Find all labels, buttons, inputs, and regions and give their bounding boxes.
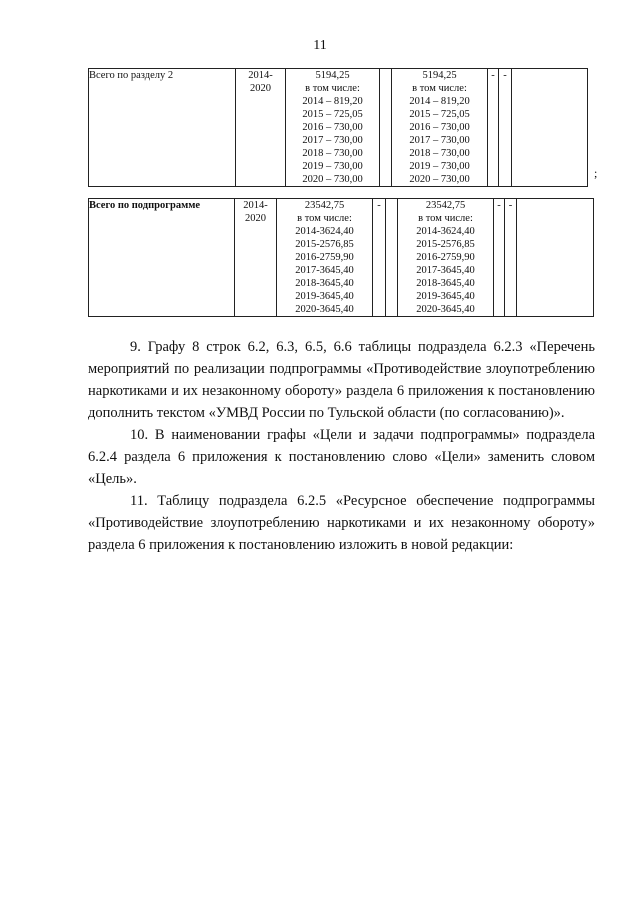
amount-line: 2020-3645,40 [416, 304, 475, 315]
row-label: Всего по разделу 2 [89, 69, 236, 187]
amount-line: 23542,75 [425, 200, 466, 211]
amount-line: 2016 – 730,00 [409, 122, 470, 133]
empty-cell [512, 69, 588, 187]
dash-cell: - [494, 199, 505, 317]
paragraph-9: 9. Графу 8 строк 6.2, 6.3, 6.5, 6.6 таблицы подраздела 6.2.3 «Перечень мероприятий по реализации подпрограммы «Противодействие злоупотреблению наркотиками и их незаконному обороту» раздела 6 приложения к постановлению дополнить текстом «УМВД России по Тульской области (по согласованию)». [88, 339, 595, 421]
amount-line: 2019 – 730,00 [302, 161, 363, 172]
amount-line: 2015-2576,85 [416, 239, 475, 250]
amount-line: 2017 – 730,00 [302, 135, 363, 146]
amount-line: 5194,25 [422, 70, 457, 81]
amount-line: в том числе: [305, 83, 360, 94]
amount-line: 2017-3645,40 [416, 265, 475, 276]
years-end: 2020 [245, 213, 266, 224]
total-amount-cell [277, 199, 373, 317]
empty-cell [517, 199, 594, 317]
regional-amount-cell [398, 199, 494, 317]
empty-cell [386, 199, 398, 317]
amount-line: 2016-2759,90 [416, 252, 475, 263]
amount-line: 2016-2759,90 [295, 252, 354, 263]
total-amount-cell [286, 69, 380, 187]
amount-line: 2014 – 819,20 [409, 96, 470, 107]
years-cell [235, 199, 277, 317]
amount-line: в том числе: [418, 213, 473, 224]
amount-line: 2018-3645,40 [416, 278, 475, 289]
amount-line: 2018 – 730,00 [409, 148, 470, 159]
table-trailing-semicolon: ; [594, 166, 598, 180]
dash-cell: - [505, 199, 517, 317]
empty-cell [380, 69, 392, 187]
amendment-text [88, 336, 595, 556]
paragraph-11: 11. Таблицу подраздела 6.2.5 «Ресурсное обеспечение подпрограммы «Противодействие злоупотреблению наркотиками и их незаконному обороту» раздела 6 приложения к постановлению изложить в новой редакции: [88, 493, 595, 553]
amount-line: 5194,25 [315, 70, 350, 81]
amount-line: 2015 – 725,05 [409, 109, 470, 120]
amount-line: 2016 – 730,00 [302, 122, 363, 133]
amount-line: в том числе: [412, 83, 467, 94]
amount-line: 2018 – 730,00 [302, 148, 363, 159]
amount-line: 2014-3624,40 [295, 226, 354, 237]
amount-line: 2020-3645,40 [295, 304, 354, 315]
amount-line: 23542,75 [304, 200, 345, 211]
paragraph-10: 10. В наименовании графы «Цели и задачи подпрограммы» подраздела 6.2.4 раздела 6 приложения к постановлению слово «Цели» заменить словом «Цель». [88, 427, 595, 487]
row-label: Всего по подпрограмме [89, 199, 235, 317]
years-start: 2014- [243, 200, 268, 211]
amount-line: в том числе: [297, 213, 352, 224]
amount-line: 2017 – 730,00 [409, 135, 470, 146]
amount-line: 2014 – 819,20 [302, 96, 363, 107]
amount-line: 2020 – 730,00 [409, 174, 470, 185]
amount-line: 2014-3624,40 [416, 226, 475, 237]
page-number: 11 [313, 38, 327, 53]
dash-cell: - [373, 199, 386, 317]
amount-line: 2018-3645,40 [295, 278, 354, 289]
years-cell [236, 69, 286, 187]
dash-cell: - [488, 69, 499, 187]
amount-line: 2015 – 725,05 [302, 109, 363, 120]
dash-cell: - [499, 69, 512, 187]
years-end: 2020 [250, 83, 271, 94]
amount-line: 2020 – 730,00 [302, 174, 363, 185]
amount-line: 2019-3645,40 [416, 291, 475, 302]
amount-line: 2017-3645,40 [295, 265, 354, 276]
amount-line: 2019 – 730,00 [409, 161, 470, 172]
section-2-total-table [88, 68, 588, 187]
amount-line: 2015-2576,85 [295, 239, 354, 250]
amount-line: 2019-3645,40 [295, 291, 354, 302]
subprogram-total-table [88, 198, 594, 317]
regional-amount-cell [392, 69, 488, 187]
years-start: 2014- [248, 70, 273, 81]
